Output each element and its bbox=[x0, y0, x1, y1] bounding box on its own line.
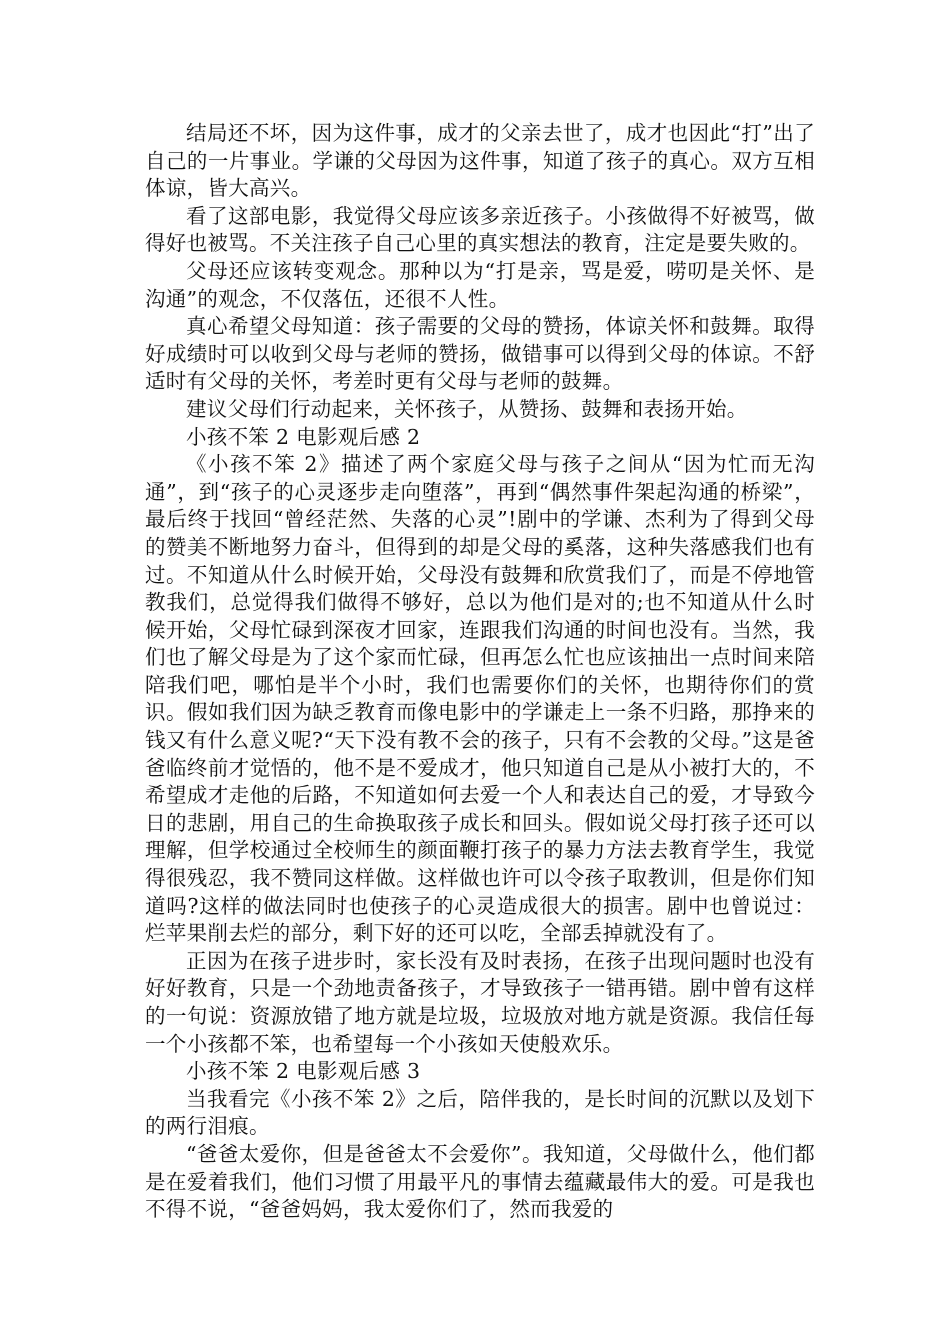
paragraph: 正因为在孩子进步时，家长没有及时表扬，在孩子出现问题时也没有好好教育，只是一个劲地责备孩子，才导致孩子一错再错。剧中曾有这样的一句说：资源放错了地方就是垃圾，垃圾放对地方就是资源。我信任每一个小孩都不笨，也希望每一个小孩如天使般欢乐。 bbox=[145, 948, 815, 1056]
paragraph: 《小孩不笨 2》描述了两个家庭父母与孩子之间从“因为忙而无沟通”，到“孩子的心灵逐步走向堕落”，再到“偶然事件架起沟通的桥梁”，最后终于找回“曾经茫然、失落的心灵”!剧中的学谦、杰利为了得到父母的赞美不断地努力奋斗，但得到的却是父母的奚落，这种失落感我们也有过。不知道从什么时候开始，父母没有鼓舞和欣赏我们了，而是不停地管教我们，总觉得我们做得不够好，总以为他们是对的;也不知道从什么时候开始，父母忙碌到深夜才回家，连跟我们沟通的时间也没有。当然，我们也了解父母是为了这个家而忙碌，但再怎么忙也应该抽出一点时间来陪陪我们吧，哪怕是半个小时，我们也需要你们的关怀，也期待你们的赏识。假如我们因为缺乏教育而像电影中的学谦走上一条不归路，那挣来的钱又有什么意义呢?“天下没有教不会的孩子，只有不会教的父母。”这是爸爸临终前才觉悟的，他不是不爱成才，他只知道自己是从小被打大的，不希望成才走他的后路，不知道如何去爱一个人和表达自己的爱，才导致今日的悲剧，用自己的生命换取孩子成长和回头。假如说父母打孩子还可以理解，但学校通过全校师生的颜面鞭打孩子的暴力方法去教育学生，我觉得很残忍，我不赞同这样做。这样做也许可以令孩子取教训，但是你们知道吗?这样的做法同时也使孩子的心灵造成很大的损害。剧中也曾说过：烂苹果削去烂的部分，剩下好的还可以吃，全部丢掉就没有了。 bbox=[145, 452, 815, 946]
section-heading: 小孩不笨 2 电影观后感 3 bbox=[186, 1059, 421, 1084]
section-heading: 小孩不笨 2 电影观后感 2 bbox=[186, 424, 421, 449]
paragraph: 建议父母们行动起来，关怀孩子，从赞扬、鼓舞和表扬开始。 bbox=[186, 396, 748, 421]
paragraph: “爸爸太爱你，但是爸爸太不会爱你”。我知道，父母做什么，他们都是在爱着我们，他们习惯了用最平凡的事情去蕴藏最伟大的爱。可是我也不得不说，“爸爸妈妈，我太爱你们了，然而我爱的 bbox=[145, 1141, 815, 1222]
paragraph: 看了这部电影，我觉得父母应该多亲近孩子。小孩做得不好被骂，做得好也被骂。不关注孩子自己心里的真实想法的教育，注定是要失败的。 bbox=[145, 203, 815, 256]
paragraph: 结局还不坏，因为这件事，成才的父亲去世了，成才也因此“打”出了自己的一片事业。学谦的父母因为这件事，知道了孩子的真心。双方互相体谅，皆大高兴。 bbox=[145, 121, 815, 201]
paragraph: 当我看完《小孩不笨 2》之后，陪伴我的，是长时间的沉默以及划下的两行泪痕。 bbox=[145, 1086, 815, 1139]
paragraph: 父母还应该转变观念。那种以为“打是亲，骂是爱，唠叨是关怀、是沟通”的观念，不仅落伍，还很不人性。 bbox=[145, 258, 815, 311]
document-page bbox=[145, 120, 815, 1224]
paragraph: 真心希望父母知道：孩子需要的父母的赞扬，体谅关怀和鼓舞。取得好成绩时可以收到父母与老师的赞扬，做错事可以得到父母的体谅。不舒适时有父母的关怀，考差时更有父母与老师的鼓舞。 bbox=[145, 314, 815, 394]
